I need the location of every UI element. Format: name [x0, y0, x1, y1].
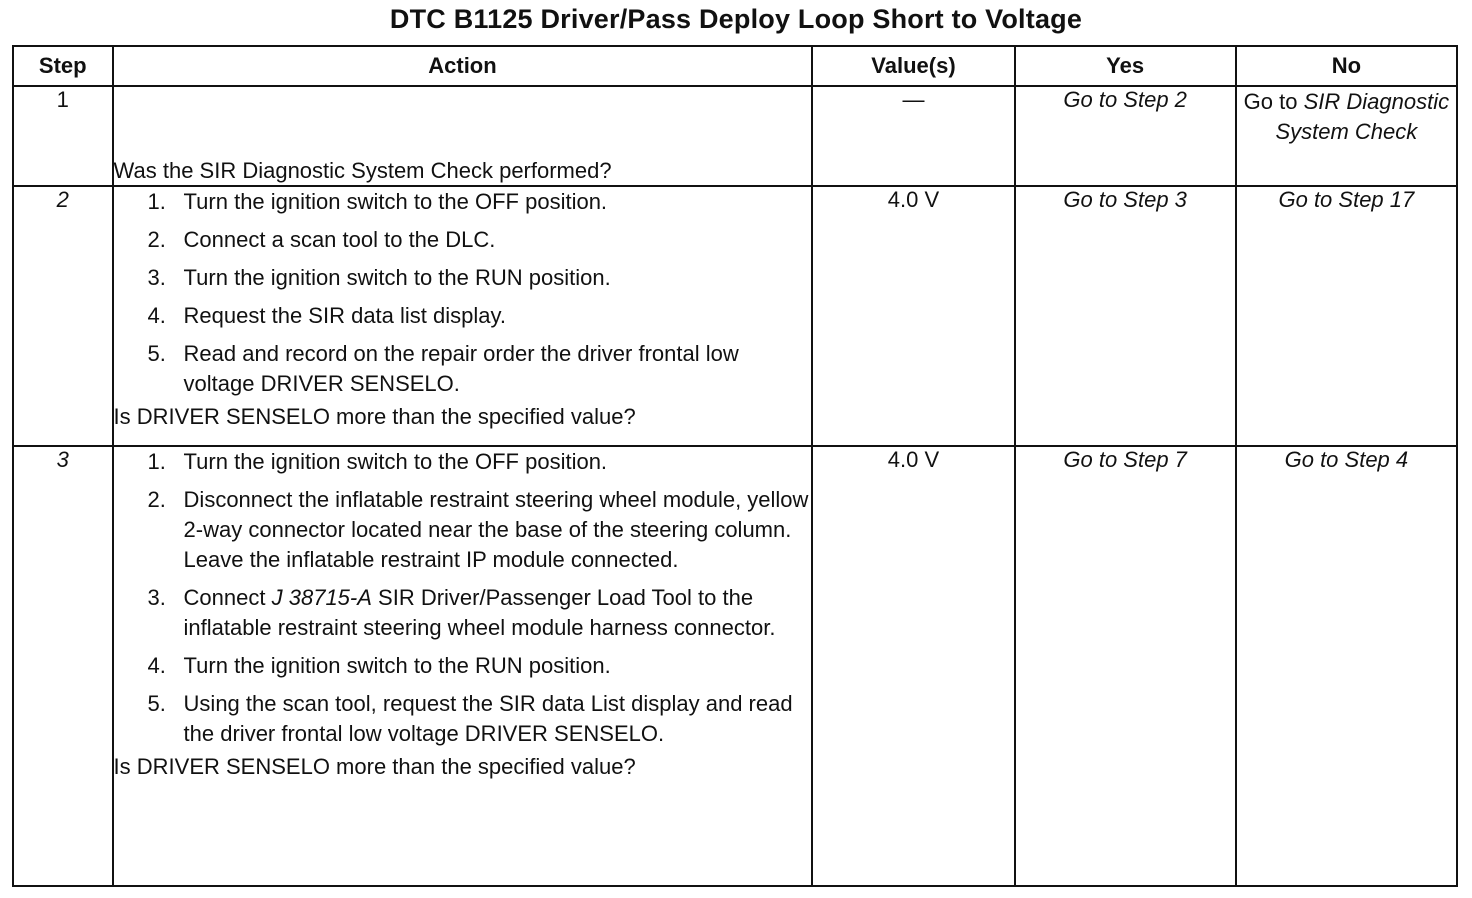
action-cell — [113, 446, 813, 886]
yes-result: Go to Step 7 — [1015, 446, 1236, 886]
list-item — [148, 225, 812, 255]
header-yes: Yes — [1015, 46, 1236, 86]
action-cell — [113, 186, 813, 446]
list-item-number: 2. — [147, 227, 166, 252]
list-item-text: Using the scan tool, request the SIR data List display and read the driver frontal low voltage DRIVER SENSELO. — [183, 691, 793, 746]
action-list — [114, 447, 812, 749]
list-item-number: 2. — [147, 487, 166, 512]
action-verb: Connect — [183, 585, 266, 610]
no-result-prefix: Go to — [1243, 89, 1298, 114]
header-values: Value(s) — [812, 46, 1014, 86]
list-item-text: Connect a scan tool to the DLC. — [183, 227, 496, 252]
list-item — [148, 689, 812, 749]
list-item-number: 5. — [147, 341, 166, 366]
tool-number: J 38715-A — [271, 585, 372, 610]
list-item-text: Turn the ignition switch to the RUN position. — [183, 653, 611, 678]
action-cell — [113, 86, 813, 186]
list-item-text: Turn the ignition switch to the RUN position. — [183, 265, 611, 290]
list-item-number: 3. — [147, 585, 166, 610]
header-step: Step — [13, 46, 113, 86]
list-item-number: 1. — [147, 449, 166, 474]
yes-result: Go to Step 2 — [1015, 86, 1236, 186]
list-item-number: 1. — [147, 189, 166, 214]
list-item — [148, 583, 812, 643]
table-header-row — [13, 46, 1457, 86]
no-result: Go to Step 4 — [1236, 446, 1457, 886]
list-item-text: Disconnect the inflatable restraint steering wheel module, yellow 2-way connector located near the base of the steering column. Leave the inflatable restraint IP module connected. — [183, 487, 809, 572]
list-item-number: 3. — [147, 265, 166, 290]
action-text: SIR Driver/Passenger Load Tool to the inflatable restraint steering wheel module harness connector. — [183, 585, 776, 640]
list-item — [148, 485, 812, 575]
value-cell: 4.0 V — [812, 186, 1014, 446]
step-question: Is DRIVER SENSELO more than the specified value? — [113, 404, 636, 429]
table-row — [13, 446, 1457, 886]
yes-result: Go to Step 3 — [1015, 186, 1236, 446]
diagnostic-table — [12, 45, 1458, 887]
header-no: No — [1236, 46, 1457, 86]
step-number: 1 — [13, 86, 113, 186]
value-cell: 4.0 V — [812, 446, 1014, 886]
no-result — [1236, 86, 1457, 186]
list-item-number: 5. — [147, 691, 166, 716]
list-item-number: 4. — [147, 653, 166, 678]
list-item — [148, 187, 812, 217]
table-row — [13, 86, 1457, 186]
list-item — [148, 447, 812, 477]
list-item-number: 4. — [147, 303, 166, 328]
step-number: 3 — [13, 446, 113, 886]
list-item-text: Read and record on the repair order the driver frontal low voltage DRIVER SENSELO. — [183, 341, 739, 396]
list-item — [148, 339, 812, 399]
no-result: Go to Step 17 — [1236, 186, 1457, 446]
list-item-text: Turn the ignition switch to the OFF position. — [183, 449, 608, 474]
step-question: Was the SIR Diagnostic System Check performed? — [113, 158, 612, 183]
header-action: Action — [113, 46, 813, 86]
no-result-link: SIR Diagnostic System Check — [1275, 89, 1450, 144]
list-item — [148, 263, 812, 293]
list-item-text: Request the SIR data list display. — [183, 303, 506, 328]
value-cell: — — [812, 86, 1014, 186]
step-number: 2 — [13, 186, 113, 446]
action-list — [114, 187, 812, 399]
list-item — [148, 651, 812, 681]
table-row — [13, 186, 1457, 446]
list-item-text: Turn the ignition switch to the OFF position. — [183, 189, 608, 214]
step-question: Is DRIVER SENSELO more than the specified value? — [113, 754, 636, 779]
list-item-text — [184, 583, 812, 643]
list-item — [148, 301, 812, 331]
document-title: DTC B1125 Driver/Pass Deploy Loop Short to Voltage — [389, 4, 1083, 34]
